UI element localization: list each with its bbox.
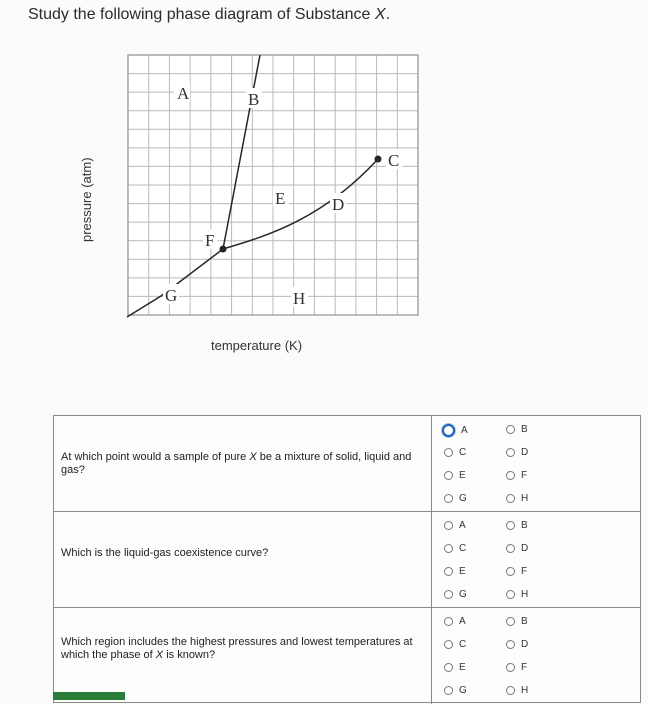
radio-button[interactable] — [444, 686, 453, 695]
label-C: C — [388, 151, 400, 170]
question-text: At which point would a sample of pure X be a mixture of solid, liquid and gas? — [61, 451, 412, 476]
answer-option-b[interactable] — [506, 520, 528, 531]
radio-button[interactable] — [444, 663, 453, 672]
radio-button[interactable] — [506, 544, 515, 553]
answer-option-d[interactable] — [506, 543, 528, 554]
radio-button[interactable] — [506, 663, 515, 672]
triple-point-dot — [220, 246, 227, 253]
answer-option-f[interactable] — [506, 566, 527, 577]
radio-button[interactable] — [506, 521, 515, 530]
answer-option-c[interactable] — [444, 639, 466, 650]
answer-options — [431, 608, 642, 704]
radio-button[interactable] — [506, 567, 515, 576]
radio-button[interactable] — [444, 494, 453, 503]
answer-option-d[interactable] — [506, 639, 528, 650]
label-A: A — [177, 84, 190, 103]
radio-button[interactable] — [444, 590, 453, 599]
answer-option-b[interactable] — [506, 616, 528, 627]
option-label: H — [521, 589, 529, 600]
radio-button[interactable] — [506, 617, 515, 626]
answer-option-b[interactable] — [506, 424, 528, 435]
radio-button[interactable] — [506, 590, 515, 599]
answer-option-g[interactable] — [444, 493, 467, 504]
option-label: A — [459, 616, 466, 627]
x-axis-label: temperature (K) — [211, 338, 303, 353]
radio-button[interactable] — [444, 521, 453, 530]
answer-option-f[interactable] — [506, 662, 527, 673]
question-table — [53, 415, 641, 703]
option-label: H — [521, 493, 529, 504]
radio-button[interactable] — [444, 567, 453, 576]
option-label: F — [521, 470, 528, 481]
option-label: C — [459, 447, 467, 458]
radio-button[interactable] — [506, 425, 515, 434]
page-title: Study the following phase diagram of Substance X. — [28, 6, 391, 23]
option-label: B — [521, 616, 528, 627]
question-text: Which is the liquid-gas coexistence curve? — [61, 547, 269, 559]
label-B: B — [248, 90, 260, 109]
question-text: Which region includes the highest pressures and lowest temperatures at which the phase of X is known? — [61, 636, 413, 661]
answer-option-a[interactable] — [444, 616, 466, 627]
option-label: E — [459, 470, 466, 481]
radio-button[interactable] — [444, 448, 453, 457]
option-label: E — [459, 566, 466, 577]
radio-button[interactable] — [444, 471, 453, 480]
option-label: D — [521, 543, 529, 554]
critical-point-dot — [375, 156, 382, 163]
label-G: G — [165, 286, 178, 305]
question-row — [54, 416, 640, 512]
answer-option-e[interactable] — [444, 470, 466, 481]
answer-option-c[interactable] — [444, 447, 466, 458]
label-E: E — [275, 189, 286, 208]
option-label: G — [459, 685, 467, 696]
question-row — [54, 512, 640, 608]
option-label: D — [521, 639, 529, 650]
option-label: G — [459, 493, 467, 504]
answer-option-h[interactable] — [506, 589, 528, 600]
answer-options — [431, 416, 642, 511]
answer-option-d[interactable] — [506, 447, 528, 458]
answer-option-e[interactable] — [444, 662, 466, 673]
option-label: C — [459, 543, 467, 554]
next-button[interactable] — [53, 692, 125, 700]
option-label: E — [459, 662, 466, 673]
radio-button[interactable] — [506, 494, 515, 503]
answer-option-g[interactable] — [444, 589, 467, 600]
label-F: F — [205, 231, 215, 250]
answer-option-c[interactable] — [444, 543, 466, 554]
radio-button[interactable] — [506, 448, 515, 457]
radio-button[interactable] — [506, 640, 515, 649]
option-label: C — [459, 639, 467, 650]
option-label: D — [521, 447, 529, 458]
option-label: A — [461, 425, 468, 436]
radio-button[interactable] — [444, 640, 453, 649]
answer-option-f[interactable] — [506, 470, 527, 481]
option-label: A — [459, 520, 466, 531]
question-row — [54, 608, 640, 704]
option-label: G — [459, 589, 467, 600]
radio-button[interactable] — [444, 544, 453, 553]
answer-option-h[interactable] — [506, 685, 528, 696]
label-H: H — [293, 289, 306, 308]
option-label: F — [521, 566, 528, 577]
answer-option-a[interactable] — [444, 424, 468, 437]
label-D: D — [332, 195, 345, 214]
answer-option-e[interactable] — [444, 566, 466, 577]
radio-button[interactable] — [506, 471, 515, 480]
answer-option-h[interactable] — [506, 493, 528, 504]
option-label: B — [521, 520, 528, 531]
option-label: H — [521, 685, 529, 696]
option-label: F — [521, 662, 528, 673]
grid — [128, 55, 418, 315]
answer-option-a[interactable] — [444, 520, 466, 531]
option-label: B — [521, 424, 528, 435]
radio-button[interactable] — [444, 617, 453, 626]
radio-button[interactable] — [442, 424, 455, 437]
radio-button[interactable] — [506, 686, 515, 695]
y-axis-label: pressure (atm) — [79, 157, 94, 242]
answer-option-g[interactable] — [444, 685, 467, 696]
answer-options — [431, 512, 642, 607]
